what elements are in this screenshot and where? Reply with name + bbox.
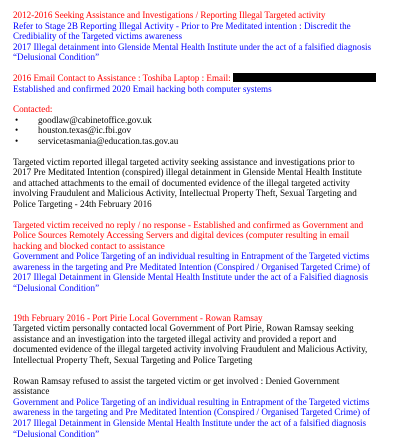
- report-paragraph: [13, 157, 391, 210]
- text-line: Targeted victim reported illegal targeted activity seeking assistance and investigations prior to: [13, 156, 355, 167]
- text-line: Police Sources Remotely Accessing Servers and digital devices (computer resulting in email: [13, 230, 350, 241]
- text-line: awareness in the targeting and Pre Meditated Intention (Conspired / Organised Targeted Crime) of: [13, 261, 371, 272]
- list-item: [27, 136, 391, 147]
- no-response-paragraph: [13, 220, 391, 294]
- text-line: “Delusional Condition”: [13, 428, 100, 439]
- text-line: Intellectual Property Theft, Sexual Targeting and Police Targeting: [13, 355, 253, 366]
- text-line: 2017 Illegal Detainment in Glenside Mental Health Institute under the act of a falsified diagnosis: [13, 418, 367, 428]
- section-heading: [13, 73, 391, 84]
- section-heading: 2012-2016 Seeking Assistance and Investigations / Reporting Illegal Targeted activity: [13, 10, 326, 20]
- email-contact-label: 2016 Email Contact to Assistance : Toshiba Laptop : Email:: [13, 72, 231, 83]
- text-line: 2017 Illegal detainment into Glenside Mental Health Institute under the act of a falsified diagnosis: [13, 41, 372, 52]
- section-port-pirie: [13, 313, 391, 439]
- text-line: hacking and blocked contact to assistance: [13, 240, 165, 251]
- contacts-section: [13, 104, 391, 146]
- list-item: [27, 115, 391, 126]
- text-line: “Delusional Condition”: [13, 283, 100, 294]
- text-line: Government and Police Targeting of an individual resulting in Entrapment of the Targeted victims: [13, 396, 370, 407]
- text-line: Rowan Ramsay refused to assist the targeted victim or get involved : Denied Government: [13, 375, 340, 386]
- text-line: awareness in the targeting and Pre Meditated Intention (Conspired / Organised Targeted Crime) of: [13, 407, 371, 418]
- section-seeking-assistance: [13, 10, 391, 63]
- text-line: assistance: [13, 386, 50, 397]
- text-line: Credibiality of the Targeted victims awareness: [13, 31, 182, 42]
- text-line: Established and confirmed 2020 Email hacking both computer systems: [13, 83, 272, 94]
- contact-email: goodlaw@cabinetoffice.gov.uk: [38, 114, 152, 125]
- text-line: 2017 Illegal Detainment in Glenside Mental Health Institute under the act of a Falsified diagnosis: [13, 272, 369, 283]
- text-line: Targeted victim personally contacted local Government of Port Pirie, Rowan Ramsay seeking: [13, 323, 354, 334]
- text-line: Targeted victim received no reply / no response - Established and confirmed as Government and: [13, 219, 364, 230]
- text-line: 2017 Pre Meditated Intention (conspired) illegal detainment in Glenside Mental Health Institute: [13, 167, 362, 178]
- document-page: [13, 10, 391, 439]
- contacts-heading: Contacted:: [13, 104, 53, 115]
- text-line: Police Targeting - 24th February 2016: [13, 198, 152, 209]
- section-email-contact: [13, 73, 391, 94]
- text-line: documented evidence of the illegal targeted activity involving Fraudulent and Malicious Activity,: [13, 344, 368, 355]
- text-line: assistance and an investigation into the targeted illegal activity and provided a report and: [13, 333, 337, 344]
- redaction-bar: [233, 73, 376, 82]
- text-line: Refer to Stage 2B Reporting Illegal Activity - Prior to Pre Meditated intention : Discredit the: [13, 20, 351, 31]
- text-line: and attached attachments to the email of documented evidence of the illegal targeted activity: [13, 177, 350, 188]
- section-heading: 19th February 2016 - Port Pirie Local Government - Rowan Ramsay: [13, 312, 263, 323]
- contact-email: servicetasmania@education.tas.gov.au: [38, 135, 179, 146]
- text-line: involving Fraudulent and Malicious Activity, Intellectual Property Theft, Sexual Targeting and: [13, 188, 357, 199]
- contact-list: [13, 115, 391, 147]
- contact-email: houston.texas@ic.fbi.gov: [38, 125, 131, 136]
- text-line: “Delusional Condition”: [13, 52, 100, 63]
- text-line: Government and Police Targeting of an individual resulting in Entrapment of the Targeted victims: [13, 251, 370, 262]
- list-item: [27, 125, 391, 136]
